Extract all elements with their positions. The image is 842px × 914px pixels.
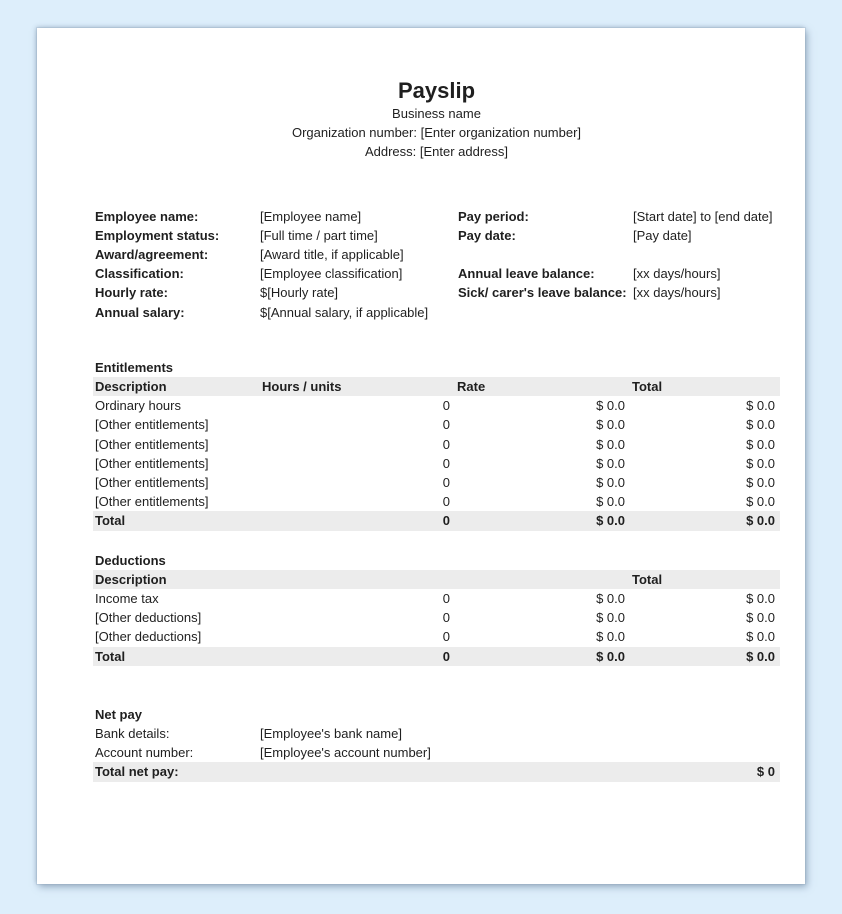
- employment-status-row: [93, 226, 458, 245]
- cell-rate: $ 0.0: [596, 455, 625, 471]
- pay-date-row: [458, 226, 780, 245]
- table-row: [93, 396, 780, 415]
- account-number-label: Account number:: [95, 745, 194, 761]
- cell-hours: 0: [442, 629, 450, 645]
- entitlements-header-row: [93, 377, 780, 396]
- pay-date-value: [Pay date]: [633, 227, 692, 243]
- cell-rate: $ 0.0: [596, 629, 625, 645]
- pay-period-row: [458, 207, 780, 226]
- table-row: [93, 627, 780, 646]
- cell-total: $ 0.0: [746, 590, 775, 606]
- annual-salary-value: $[Annual salary, if applicable]: [260, 304, 429, 320]
- net-pay-section: [93, 705, 780, 782]
- payslip-page: [37, 28, 805, 884]
- bank-details-label: Bank details:: [95, 725, 170, 741]
- cell-description: Ordinary hours: [95, 398, 181, 414]
- cell-description: [Other entitlements]: [95, 417, 209, 433]
- classification-row: [93, 264, 458, 283]
- sick-carers-leave-balance-label: Sick/ carer's leave balance:: [458, 285, 627, 301]
- deductions-total-row: [93, 647, 780, 666]
- cell-total: $ 0.0: [746, 417, 775, 433]
- cell-hours: 0: [442, 590, 450, 606]
- annual-salary-label: Annual salary:: [95, 304, 185, 320]
- net-pay-section-title: Net pay: [95, 706, 142, 722]
- cell-total-label: Total: [93, 647, 260, 666]
- cell-rate-total: $ 0.0: [455, 511, 630, 530]
- table-row: [93, 454, 780, 473]
- table-row: [93, 473, 780, 492]
- sick-carers-leave-balance-value: [xx days/hours]: [633, 285, 721, 301]
- cell-hours: 0: [442, 494, 450, 510]
- cell-description: [Other entitlements]: [95, 494, 209, 510]
- classification-label: Classification:: [95, 266, 184, 282]
- bank-details-row: [93, 724, 780, 743]
- cell-description: [Other entitlements]: [95, 474, 209, 490]
- cell-hours-total: 0: [260, 511, 455, 530]
- cell-total: $ 0.0: [746, 436, 775, 452]
- column-header-description: Description: [93, 377, 260, 396]
- employee-name-row: [93, 207, 458, 226]
- cell-description: [Other entitlements]: [95, 455, 209, 471]
- cell-hours: 0: [442, 417, 450, 433]
- employee-name-value: [Employee name]: [260, 208, 362, 224]
- cell-hours-total: 0: [260, 647, 455, 666]
- document-header: [93, 78, 780, 162]
- cell-hours: 0: [442, 474, 450, 490]
- pay-period-label: Pay period:: [458, 208, 529, 224]
- cell-description: [Other deductions]: [95, 629, 202, 645]
- cell-total: $ 0.0: [746, 455, 775, 471]
- column-header-rate: Rate: [455, 377, 630, 396]
- cell-rate: $ 0.0: [596, 590, 625, 606]
- employment-status-label: Employment status:: [95, 227, 220, 243]
- cell-total: $ 0.0: [746, 629, 775, 645]
- info-row-spacer: [458, 245, 780, 264]
- cell-total: $ 0.0: [746, 398, 775, 414]
- entitlements-section: [93, 358, 780, 531]
- business-name-line: Business name: [392, 106, 481, 121]
- sick-carers-leave-balance-row: [458, 283, 780, 302]
- entitlements-section-title: Entitlements: [95, 359, 174, 375]
- hourly-rate-row: [93, 283, 458, 302]
- bank-details-value: [Employee's bank name]: [260, 725, 402, 741]
- cell-rate: $ 0.0: [596, 398, 625, 414]
- cell-grand-total: $ 0.0: [630, 511, 780, 530]
- cell-rate: $ 0.0: [596, 436, 625, 452]
- employment-status-value: [Full time / part time]: [260, 227, 378, 243]
- cell-rate: $ 0.0: [596, 417, 625, 433]
- hourly-rate-value: $[Hourly rate]: [260, 285, 339, 301]
- column-header-total: Total: [630, 377, 780, 396]
- cell-description: Income tax: [95, 590, 159, 606]
- deductions-table: [93, 570, 780, 666]
- cell-total: $ 0.0: [746, 610, 775, 626]
- cell-total: $ 0.0: [746, 474, 775, 490]
- cell-hours: 0: [442, 398, 450, 414]
- cell-rate: $ 0.0: [596, 610, 625, 626]
- entitlements-table: [93, 377, 780, 531]
- table-row: [93, 415, 780, 434]
- cell-rate: $ 0.0: [596, 474, 625, 490]
- employee-info-section: [93, 207, 780, 322]
- annual-leave-balance-value: [xx days/hours]: [633, 266, 721, 282]
- cell-hours: 0: [442, 455, 450, 471]
- cell-grand-total: $ 0.0: [630, 647, 780, 666]
- cell-description: [Other entitlements]: [95, 436, 209, 452]
- total-net-pay-label: Total net pay:: [95, 764, 179, 780]
- total-net-pay-row: [93, 762, 780, 781]
- column-header-empty: [260, 570, 455, 589]
- total-net-pay-value: $ 0: [756, 764, 775, 780]
- organization-number-line: Organization number: [Enter organization number]: [291, 125, 582, 141]
- employee-info-left-column: [93, 207, 458, 322]
- award-agreement-value: [Award title, if applicable]: [260, 246, 404, 262]
- table-row: [93, 589, 780, 608]
- hourly-rate-label: Hourly rate:: [95, 285, 168, 301]
- account-number-value: [Employee's account number]: [260, 745, 431, 761]
- column-header-hours-units: Hours / units: [260, 377, 455, 396]
- account-number-row: [93, 743, 780, 762]
- annual-salary-row: [93, 303, 458, 322]
- payslip-title: Payslip: [397, 78, 476, 103]
- employee-name-label: Employee name:: [95, 208, 199, 224]
- pay-period-value: [Start date] to [end date]: [633, 208, 773, 224]
- column-header-empty: [455, 570, 630, 589]
- employee-info-right-column: [458, 207, 780, 322]
- award-agreement-label: Award/agreement:: [95, 246, 209, 262]
- address-line: Address: [Enter address]: [364, 144, 509, 160]
- annual-leave-balance-label: Annual leave balance:: [458, 266, 595, 282]
- cell-rate-total: $ 0.0: [455, 647, 630, 666]
- column-header-total: Total: [630, 570, 780, 589]
- deductions-header-row: [93, 570, 780, 589]
- deductions-section: [93, 551, 780, 666]
- column-header-description: Description: [93, 570, 260, 589]
- entitlements-total-row: [93, 511, 780, 530]
- annual-leave-balance-row: [458, 264, 780, 283]
- pay-date-label: Pay date:: [458, 227, 516, 243]
- cell-total-label: Total: [93, 511, 260, 530]
- award-agreement-row: [93, 245, 458, 264]
- deductions-section-title: Deductions: [95, 552, 166, 568]
- cell-hours: 0: [442, 436, 450, 452]
- table-row: [93, 492, 780, 511]
- cell-description: [Other deductions]: [95, 610, 202, 626]
- cell-rate: $ 0.0: [596, 494, 625, 510]
- cell-hours: 0: [442, 610, 450, 626]
- table-row: [93, 435, 780, 454]
- cell-total: $ 0.0: [746, 494, 775, 510]
- table-row: [93, 608, 780, 627]
- classification-value: [Employee classification]: [260, 266, 403, 282]
